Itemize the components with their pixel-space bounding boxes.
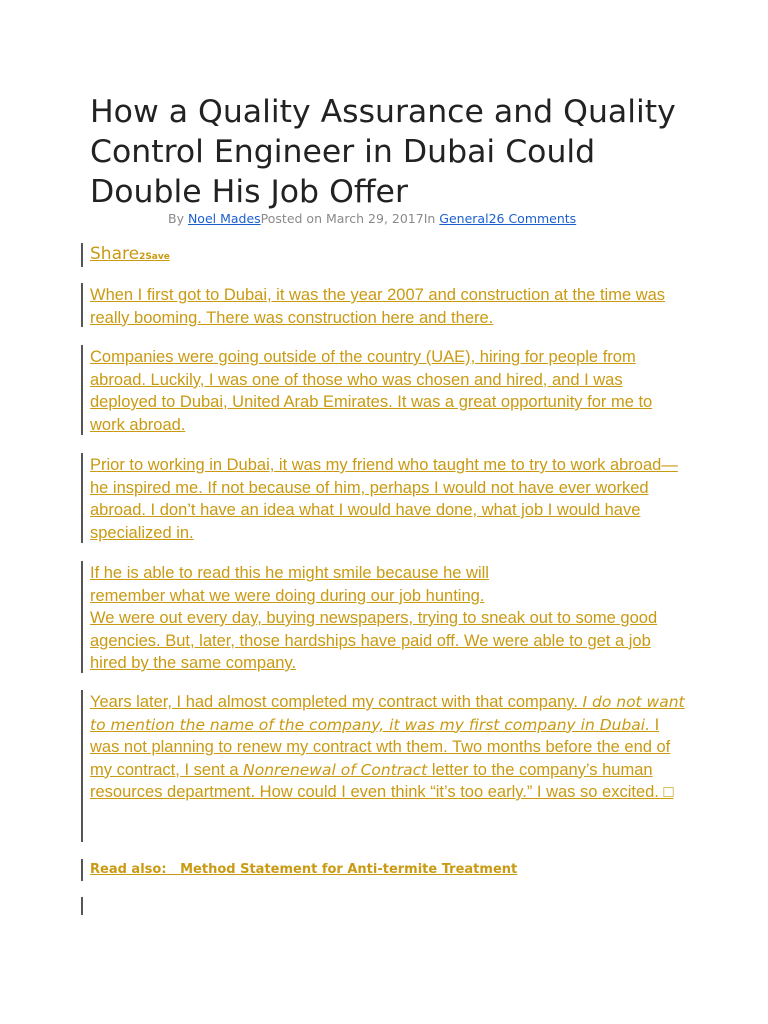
read-also[interactable] bbox=[90, 862, 517, 878]
meta-by: By bbox=[168, 211, 188, 226]
paragraph-4-line-b: We were out every day, buying newspapers, trying to sneak out to some good agencies. But, later, those hardships have paid off. We were able to get a job hired by the same company. bbox=[90, 609, 658, 672]
quote-bar-3 bbox=[81, 453, 83, 543]
quote-bar-2 bbox=[81, 345, 83, 435]
paragraph-5-part-a: Years later, I had almost completed my contract with that company. bbox=[90, 693, 583, 711]
quote-bar-5 bbox=[81, 690, 83, 842]
article-title: How a Quality Assurance and Quality Control Engineer in Dubai Could Double His Job Offer bbox=[90, 94, 676, 210]
paragraph-2[interactable]: Companies were going outside of the country (UAE), hiring for people from abroad. Luckily, I was one of those who was chosen and hired, and I was deployed to Dubai, United Arab Emirates. It was a great opportunity for me to work abroad. bbox=[90, 348, 653, 434]
category-link[interactable]: General bbox=[439, 211, 489, 226]
paragraph-5-part-c: I was not planning to renew my contract wth them. Two months before the end of my contract, I sent a bbox=[90, 715, 671, 779]
quote-bar-4 bbox=[81, 561, 83, 673]
article-meta bbox=[168, 211, 728, 227]
share-divider-bar bbox=[81, 243, 83, 267]
share-block[interactable] bbox=[90, 244, 170, 264]
quote-bar-1 bbox=[81, 283, 83, 327]
read-also-link[interactable]: Method Statement for Anti-termite Treatment bbox=[180, 862, 518, 877]
save-link[interactable]: Save bbox=[145, 252, 170, 262]
comments-link[interactable]: 26 Comments bbox=[488, 211, 577, 226]
paragraph-1[interactable]: When I first got to Dubai, it was the year 2007 and construction at the time was really booming. There was construction here and there. bbox=[90, 286, 666, 327]
paragraph-5-part-e: letter to the company’s human resources department. How could I even think “it’s too early.” I was so excited. bbox=[90, 760, 664, 801]
paragraph-3[interactable]: Prior to working in Dubai, it was my friend who taught me to try to work abroad—he inspired me. If not because of him, perhaps I would not have ever worked abroad. I don’t have an idea what I would have done, what job I would have specialized in. bbox=[90, 456, 678, 542]
meta-posted: Posted on March 29, 2017In bbox=[260, 211, 440, 226]
paragraph-5[interactable] bbox=[90, 691, 690, 804]
read-also-label: Read also: bbox=[90, 862, 167, 877]
nonrenewal-emphasis: Nonrenewal of Contract bbox=[243, 760, 428, 779]
paragraph-4[interactable] bbox=[90, 562, 690, 675]
share-count: 2 bbox=[139, 252, 146, 262]
emoji-placeholder-icon: □ bbox=[663, 783, 674, 801]
paragraph-4-line-a: If he is able to read this he might smile because he will remember what we were doing during our job hunting. bbox=[90, 564, 489, 605]
author-link[interactable]: Noel Mades bbox=[187, 211, 261, 226]
share-label[interactable]: Share bbox=[90, 244, 140, 264]
quote-bar-6 bbox=[81, 859, 83, 881]
company-note: I do not want to mention the name of the company, it was my first company in Dubai. bbox=[90, 693, 685, 734]
quote-bar-7 bbox=[81, 897, 83, 915]
